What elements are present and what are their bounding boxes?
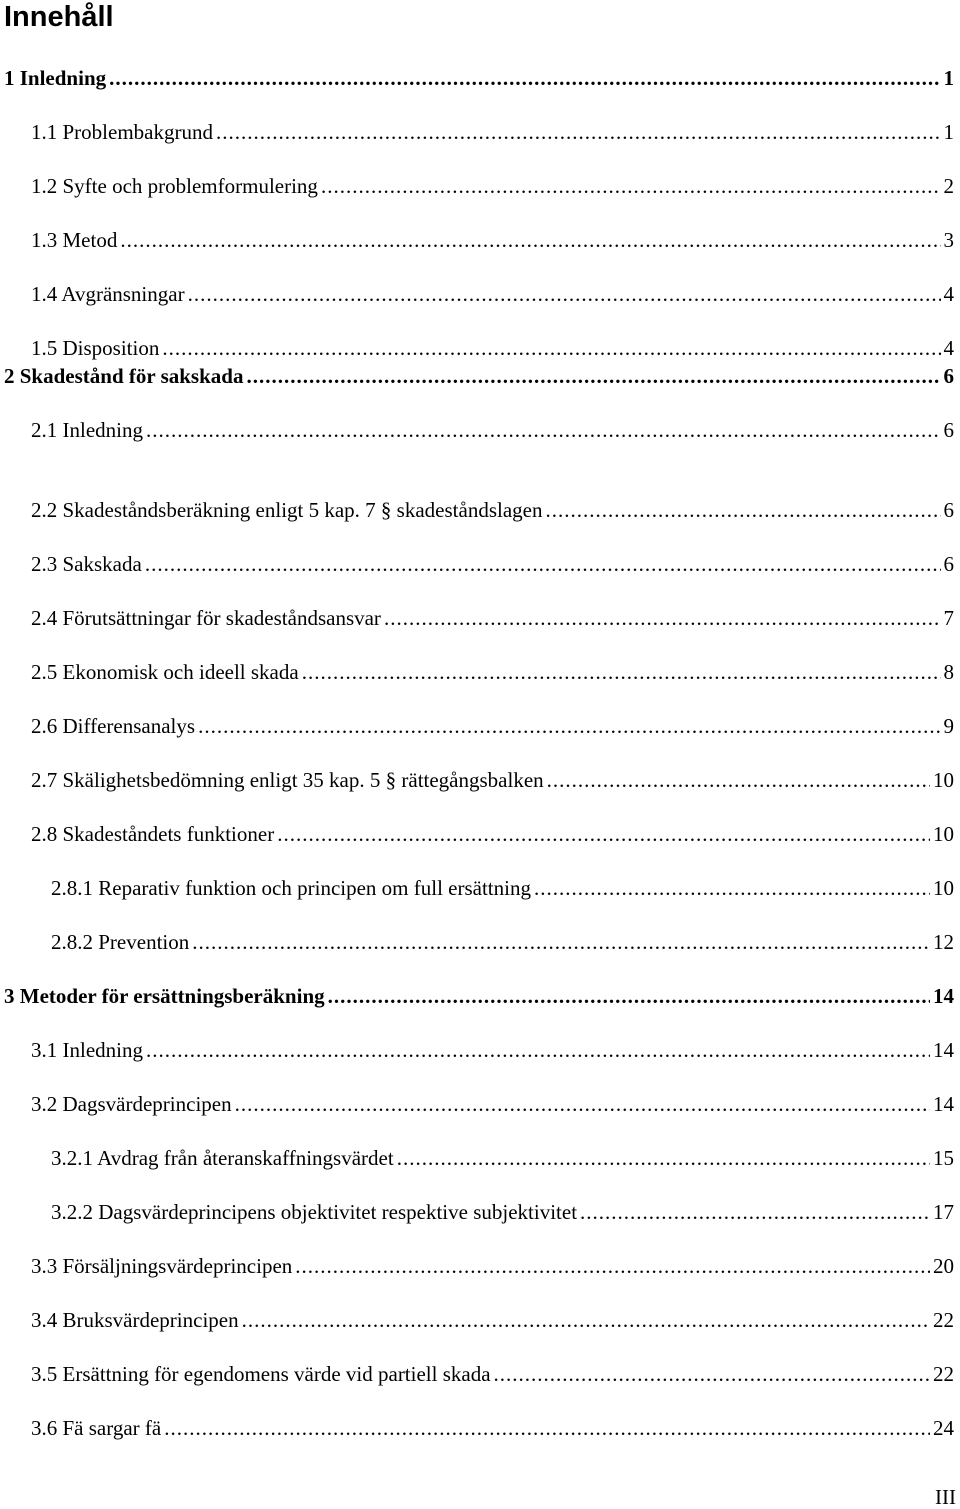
toc-entry-page: 10 [933,876,954,900]
toc-entry-label: 1.1 Problembakgrund [31,120,213,144]
page-number: III [935,1485,956,1509]
toc-entry-page: 6 [943,364,954,388]
dot-leader [192,928,930,956]
toc-entry-3-1[interactable] [31,1036,954,1064]
toc-entry-label: 3.2 Dagsvärdeprincipen [31,1092,232,1116]
dot-leader [534,874,930,902]
dot-leader [277,820,930,848]
toc-entry-chapter-2[interactable] [4,362,954,390]
toc-entry-1-4[interactable] [31,280,954,308]
dot-leader [302,658,941,686]
toc-entry-page: 4 [943,336,954,360]
dot-leader [580,1198,930,1226]
dot-leader [235,1090,930,1118]
toc-entry-2-5[interactable] [31,658,954,686]
toc-entry-chapter-1[interactable] [4,64,954,92]
toc-entry-page: 6 [943,418,954,442]
dot-leader [246,362,940,390]
toc-entry-3-3[interactable] [31,1252,954,1280]
toc-entry-label: 1 Inledning [4,66,107,90]
toc-entry-label: 2.6 Differensanalys [31,714,196,738]
toc-entry-label: 3 Metoder för ersättningsberäkning [4,984,325,1008]
toc-entry-label: 3.1 Inledning [31,1038,143,1062]
toc-entry-label: 3.5 Ersättning för egendomens värde vid partiell skada [31,1362,491,1386]
toc-entry-page: 3 [943,228,954,252]
dot-leader [146,416,941,444]
toc-entry-page: 24 [933,1416,954,1440]
dot-leader [216,118,941,146]
dot-leader [145,550,941,578]
dot-leader [188,280,941,308]
toc-entry-1-3[interactable] [31,226,954,254]
dot-leader [295,1252,930,1280]
toc-entry-3-4[interactable] [31,1306,954,1334]
toc-entry-label: 3.4 Bruksvärdeprincipen [31,1308,239,1332]
dot-leader [198,712,940,740]
toc-entry-label: 2.7 Skälighetsbedömning enligt 35 kap. 5 § rättegångsbalken [31,768,544,792]
dot-leader [547,766,930,794]
toc-entry-page: 9 [943,714,954,738]
toc-entry-2-2[interactable] [31,496,954,524]
toc-entry-label: 2.2 Skadeståndsberäkning enligt 5 kap. 7 § skadeståndslagen [31,498,543,522]
dot-leader [120,226,940,254]
toc-entry-page: 10 [933,768,954,792]
toc-entry-2-8-1[interactable] [51,874,954,902]
toc-entry-label: 2 Skadestånd för sakskada [4,364,244,388]
dot-leader [384,604,941,632]
toc-entry-page: 15 [933,1146,954,1170]
toc-entry-label: 2.4 Förutsättningar för skadeståndsansvar [31,606,381,630]
toc-entry-2-6[interactable] [31,712,954,740]
toc-entry-label: 2.8 Skadeståndets funktioner [31,822,275,846]
toc-entry-page: 14 [933,1038,954,1062]
toc-entry-page: 1 [943,66,954,90]
toc-entry-3-5[interactable] [31,1360,954,1388]
toc-entry-2-1[interactable] [31,416,954,444]
toc-entry-2-3[interactable] [31,550,954,578]
toc-entry-chapter-3[interactable] [4,982,954,1010]
toc-entry-label: 1.3 Metod [31,228,118,252]
toc-entry-3-2-2[interactable] [51,1198,954,1226]
dot-leader [109,64,940,92]
toc-entry-label: 3.2.1 Avdrag från återanskaffningsvärdet [51,1146,394,1170]
toc-entry-1-2[interactable] [31,172,954,200]
toc-entry-page: 17 [933,1200,954,1224]
toc-entry-1-1[interactable] [31,118,954,146]
page-title: Innehåll [4,1,114,33]
toc-entry-label: 2.8.2 Prevention [51,930,190,954]
toc-entry-label: 3.6 Fä sargar fä [31,1416,162,1440]
toc-entry-page: 6 [943,552,954,576]
toc-entry-page: 22 [933,1308,954,1332]
toc-entry-page: 7 [943,606,954,630]
dot-leader [146,1036,930,1064]
dot-leader [397,1144,930,1172]
toc-entry-page: 14 [933,984,954,1008]
toc-entry-label: 1.5 Disposition [31,336,160,360]
toc-entry-2-8-2[interactable] [51,928,954,956]
dot-leader [164,1414,930,1442]
toc-entry-page: 1 [943,120,954,144]
toc-entry-label: 2.5 Ekonomisk och ideell skada [31,660,299,684]
toc-entry-page: 14 [933,1092,954,1116]
toc-entry-label: 3.2.2 Dagsvärdeprincipens objektivitet respektive subjektivitet [51,1200,578,1224]
toc-entry-3-6[interactable] [31,1414,954,1442]
dot-leader [162,334,940,362]
toc-entry-label: 3.3 Försäljningsvärdeprincipen [31,1254,293,1278]
toc-entry-2-4[interactable] [31,604,954,632]
toc-entry-label: 1.2 Syfte och problemformulering [31,174,318,198]
toc-entry-label: 2.3 Sakskada [31,552,142,576]
toc-entry-label: 2.8.1 Reparativ funktion och principen om full ersättning [51,876,531,900]
dot-leader [321,172,941,200]
toc-entry-label: 1.4 Avgränsningar [31,282,185,306]
dot-leader [328,982,930,1010]
toc-entry-page: 8 [943,660,954,684]
toc-entry-3-2[interactable] [31,1090,954,1118]
toc-entry-page: 2 [943,174,954,198]
toc-entry-page: 12 [933,930,954,954]
toc-entry-label: 2.1 Inledning [31,418,143,442]
toc-entry-page: 20 [933,1254,954,1278]
toc-entry-page: 22 [933,1362,954,1386]
toc-entry-2-7[interactable] [31,766,954,794]
toc-entry-2-8[interactable] [31,820,954,848]
dot-leader [545,496,940,524]
toc-entry-page: 6 [943,498,954,522]
dot-leader [494,1360,930,1388]
toc-entry-page: 4 [943,282,954,306]
toc-entry-1-5[interactable] [31,334,954,362]
dot-leader [242,1306,930,1334]
toc-entry-page: 10 [933,822,954,846]
toc-entry-3-2-1[interactable] [51,1144,954,1172]
